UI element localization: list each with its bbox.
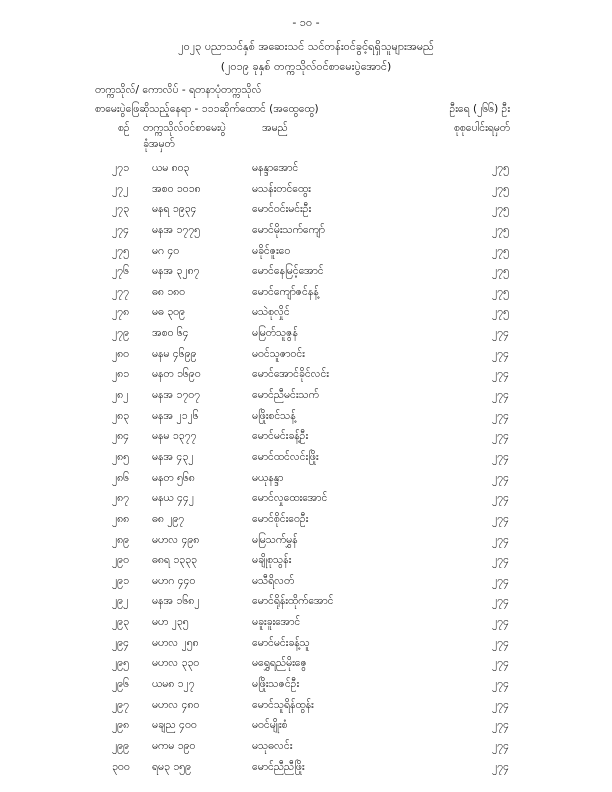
row-serial-no: ၂၈၇ xyxy=(112,492,130,505)
row-student-name: မဝင်မျိုးစံ xyxy=(252,719,288,732)
row-total-mark: ၂၇၅ xyxy=(492,265,509,278)
row-roll-no: မနရ ၁၉၃၄ xyxy=(152,203,197,216)
row-serial-no: ၂၈၃ xyxy=(112,409,130,422)
row-serial-no: ၂၇၇ xyxy=(112,285,129,298)
table-row xyxy=(0,220,612,241)
row-total-mark: ၂၇၄ xyxy=(492,678,509,691)
row-serial-no: ၂၈၈ xyxy=(112,512,130,525)
row-student-name: မောင်အောင်ခိုင်လင်း xyxy=(252,368,329,381)
table-row xyxy=(0,241,612,262)
table-row xyxy=(0,261,612,282)
row-roll-no: မဟ ၂၃၅ xyxy=(152,616,189,629)
row-roll-no: မနမ ၄၆၉၉ xyxy=(152,347,197,360)
row-student-name: မခိုင်ဇူးဝေ xyxy=(252,244,291,257)
row-serial-no: ၂၇၅ xyxy=(112,244,129,257)
row-student-name: မသန်းတင်ထွေး xyxy=(252,182,311,195)
row-total-mark: ၂၇၅ xyxy=(492,223,509,236)
row-serial-no: ၂၈၂ xyxy=(112,389,129,402)
table-row xyxy=(0,302,612,323)
row-roll-no: ဓ၈ရ ၁၃၃၃ xyxy=(152,554,197,567)
row-student-name: မောင်မင်းခန့်သူ xyxy=(252,636,310,649)
table-row xyxy=(0,447,612,468)
row-total-mark: ၂၇၄ xyxy=(492,595,509,608)
table-row xyxy=(0,158,612,179)
exam-center-label: စာမေးပွဲဖြေဆိုသည့်နေရာ - ၁၁၁ဆိုက်ထောင် (အထွေထွေ) xyxy=(95,103,319,115)
row-total-mark: ၂၇၅ xyxy=(492,244,509,257)
table-row xyxy=(0,571,612,592)
row-roll-no: အစဝ ၆၄ xyxy=(152,327,189,340)
document-title: ၂၀၂၃ ပညာသင်နှစ် အဆေးသင် သင်တန်းဝင်ခွင့်ရရှိသူများအမည် xyxy=(178,40,434,53)
row-serial-no: ၂၈၅ xyxy=(112,450,130,463)
row-total-mark: ၂၇၄ xyxy=(492,450,509,463)
row-student-name: မောင်ထင်လင်းဖြိုး xyxy=(252,450,319,463)
table-row xyxy=(0,364,612,385)
row-total-mark: ၂၇၄ xyxy=(492,616,509,629)
row-student-name: မောင်နေမြင့်အောင် xyxy=(252,265,324,278)
row-serial-no: ၂၈၆ xyxy=(112,471,130,484)
university-label: တက္ကသိုလ်/ ကောလိပ် - ရတနာပုံတက္ကသိုလ် xyxy=(95,84,262,96)
table-row xyxy=(0,344,612,365)
row-student-name: မောင်ညီညီဖြိုး xyxy=(252,760,305,773)
row-total-mark: ၂၇၅ xyxy=(492,203,509,216)
row-student-name: မောင်ဝင်းမင်းဦး xyxy=(252,203,312,216)
header-total-mark: စုစုပေါင်းရမှတ် xyxy=(453,122,510,134)
row-serial-no: ၂၉၀ xyxy=(112,554,129,567)
table-row xyxy=(0,179,612,200)
row-total-mark: ၂၇၄ xyxy=(492,389,509,402)
row-student-name: မသီရိလတ် xyxy=(252,574,295,587)
row-student-name: မနန္ဒာအောင် xyxy=(252,162,299,174)
row-student-name: မောင်ရိုန်းထိုက်အောင် xyxy=(252,595,334,608)
row-roll-no: မဟလ ၂၅၈ xyxy=(152,636,199,649)
row-roll-no: မနအ ၄၃၂ xyxy=(152,450,194,463)
table-row xyxy=(0,633,612,654)
row-roll-no: မနတ ၅၆၈ xyxy=(152,471,195,484)
row-roll-no: မဟလ ၄၉၈ xyxy=(152,533,200,546)
row-serial-no: ၂၇၆ xyxy=(112,265,129,278)
table-row xyxy=(0,550,612,571)
table-row xyxy=(0,426,612,447)
row-student-name: မောင်လှုထေးအောင် xyxy=(252,492,328,505)
row-roll-no: မဓ ၃၀၉ xyxy=(152,306,185,319)
row-roll-no: မနအ ၁၆၈၂ xyxy=(152,595,200,608)
row-total-mark: ၂၇၄ xyxy=(492,554,509,567)
row-roll-no: မကမ ၁၉၀ xyxy=(152,739,196,752)
header-roll-no: တက္ကသိုလ်ဝင်စာမေးပွဲ xyxy=(143,122,226,134)
row-student-name: မောင်မင်းခန့်ဦး xyxy=(252,430,309,443)
row-total-mark: ၂၇၄ xyxy=(492,512,509,525)
table-row xyxy=(0,591,612,612)
row-student-name: မမြသက်မွှန် xyxy=(252,533,298,546)
row-total-mark: ၂၇၅ xyxy=(492,162,509,174)
row-roll-no: မနအ ၂၁၂၆ xyxy=(152,409,199,422)
row-roll-no: မနအ ၁၇၇၅ xyxy=(152,223,201,236)
row-roll-no: ယမ၈ ၁၂၇ xyxy=(152,678,195,691)
row-roll-no: မချည ၄၀၀ xyxy=(152,719,197,732)
row-total-mark: ၂၇၅ xyxy=(492,306,509,319)
row-student-name: မောင်မိုးသက်ကျော် xyxy=(252,223,325,236)
student-table-body xyxy=(0,158,612,777)
row-total-mark: ၂၇၄ xyxy=(492,760,509,773)
row-roll-no: မနအ ၃၂၈၇ xyxy=(152,265,200,278)
row-student-name: မဖြိုးသဇင်ဦး xyxy=(252,678,300,691)
row-roll-no: မဂ ၄၀ xyxy=(152,244,180,257)
row-serial-no: ၂၇၃ xyxy=(112,203,129,216)
row-roll-no: မဟလ ၃၃၀ xyxy=(152,657,200,670)
row-student-name: မောင်စိုင်းဝေဦး xyxy=(252,512,309,525)
row-total-mark: ၂၇၄ xyxy=(492,347,509,360)
row-student-name: မောင်ကျော်ဇင်နန့် xyxy=(252,285,319,298)
row-serial-no: ၂၉၆ xyxy=(112,678,129,691)
row-student-name: မရွှေရည်မိုးဇွေ xyxy=(252,657,307,670)
row-student-name: မသုဓလင်း xyxy=(252,739,293,752)
row-serial-no: ၂၉၅ xyxy=(112,657,129,670)
row-roll-no: အစဝ ၁၀၁၈ xyxy=(152,182,201,195)
row-student-name: မောင်ညီမင်းသက် xyxy=(252,389,319,402)
row-serial-no: ၂၇၂ xyxy=(112,182,129,195)
table-row xyxy=(0,488,612,509)
table-row xyxy=(0,282,612,303)
row-roll-no: မနမ ၁၃၇၇ xyxy=(152,430,197,443)
row-total-mark: ၂၇၄ xyxy=(492,636,509,649)
header-roll-no-line2: ခုံအမှတ် xyxy=(143,138,175,150)
row-student-name: မောင်သူရိန်ထွန်း xyxy=(252,698,314,711)
row-serial-no: ၂၉၄ xyxy=(112,636,129,649)
row-serial-no: ၂၉၂ xyxy=(112,595,129,608)
table-row xyxy=(0,385,612,406)
row-serial-no: ၂၉၁ xyxy=(112,574,129,587)
row-serial-no: ၂၈၀ xyxy=(112,347,130,360)
row-serial-no: ၂၈၉ xyxy=(112,533,130,546)
table-row xyxy=(0,715,612,736)
table-row xyxy=(0,406,612,427)
row-roll-no: မဟလ ၄၈၀ xyxy=(152,698,200,711)
row-total-mark: ၂၇၄ xyxy=(492,719,509,732)
row-total-mark: ၂၇၄ xyxy=(492,698,509,711)
table-row xyxy=(0,530,612,551)
row-student-name: မချိုစုသွန်း xyxy=(252,554,292,567)
header-serial-no: စဉ် xyxy=(118,122,130,134)
row-total-mark: ၂၇၄ xyxy=(492,574,509,587)
row-student-name: မသဲစုလှိုင် xyxy=(252,306,290,319)
table-row xyxy=(0,757,612,778)
row-total-mark: ၂၇၅ xyxy=(492,285,509,298)
row-roll-no: မနယ ၄၄၂ xyxy=(152,492,194,505)
row-roll-no: ရမ၃ ၁၅၉ xyxy=(152,760,191,773)
table-row xyxy=(0,695,612,716)
row-serial-no: ၂၉၇ xyxy=(112,698,129,711)
document-subtitle: (၂၀၁၉ ခုနှစ် တက္ကသိုလ်ဝင်စာမေးပွဲအောင်) xyxy=(220,60,392,73)
row-total-mark: ၂၇၄ xyxy=(492,739,509,752)
row-total-mark: ၂၇၄ xyxy=(492,492,509,505)
page-number: - ၁၀ - xyxy=(292,16,320,29)
row-serial-no: ၂၇၉ xyxy=(112,327,129,340)
row-student-name: မဖြိုးစင်သန့် xyxy=(252,409,296,422)
row-serial-no: ၂၉၈ xyxy=(112,719,130,732)
row-total-mark: ၂၇၄ xyxy=(492,430,509,443)
row-serial-no: ၂၇၄ xyxy=(112,223,129,236)
row-serial-no: ၂၇၁ xyxy=(112,162,129,174)
row-roll-no: ဓ၈ ၂၉၇ xyxy=(152,512,185,525)
row-total-mark: ၂၇၄ xyxy=(492,368,509,381)
table-row xyxy=(0,736,612,757)
header-name: အမည် xyxy=(262,122,288,134)
table-row xyxy=(0,612,612,633)
row-total-mark: ၂၇၄ xyxy=(492,471,509,484)
table-row xyxy=(0,199,612,220)
row-student-name: မခူးခူးအောင် xyxy=(252,616,301,629)
total-count-label: ဦးရေ (၂၆၆) ဦး xyxy=(449,103,510,115)
table-row xyxy=(0,323,612,344)
table-row xyxy=(0,653,612,674)
row-total-mark: ၂၇၄ xyxy=(492,533,509,546)
row-total-mark: ၂၇၄ xyxy=(492,409,509,422)
table-row xyxy=(0,674,612,695)
row-serial-no: ၂၇၈ xyxy=(112,306,130,319)
row-student-name: မမြတ်သူဇွန် xyxy=(252,327,298,340)
row-roll-no: မနတ ၁၆၉၀ xyxy=(152,368,201,381)
row-total-mark: ၂၇၅ xyxy=(492,182,509,195)
row-serial-no: ၃၀၀ xyxy=(112,760,130,773)
row-serial-no: ၂၉၉ xyxy=(112,739,129,752)
row-roll-no: ဓ၈ ၁၈၀ xyxy=(152,285,186,298)
row-serial-no: ၂၉၃ xyxy=(112,616,129,629)
row-roll-no: ယမ ၈၀၃ xyxy=(152,162,190,174)
row-total-mark: ၂၇၄ xyxy=(492,327,509,340)
row-student-name: မယုနန္ဒာ xyxy=(252,471,284,484)
table-row xyxy=(0,468,612,489)
table-row xyxy=(0,509,612,530)
row-student-name: မဝင်သူဇာဝင်း xyxy=(252,347,305,360)
row-roll-no: မဟဂ ၄၄၀ xyxy=(152,574,196,587)
row-total-mark: ၂၇၄ xyxy=(492,657,509,670)
row-roll-no: မနအ ၁၇၀၇ xyxy=(152,389,201,402)
row-serial-no: ၂၈၄ xyxy=(112,430,130,443)
row-serial-no: ၂၈၁ xyxy=(112,368,130,381)
